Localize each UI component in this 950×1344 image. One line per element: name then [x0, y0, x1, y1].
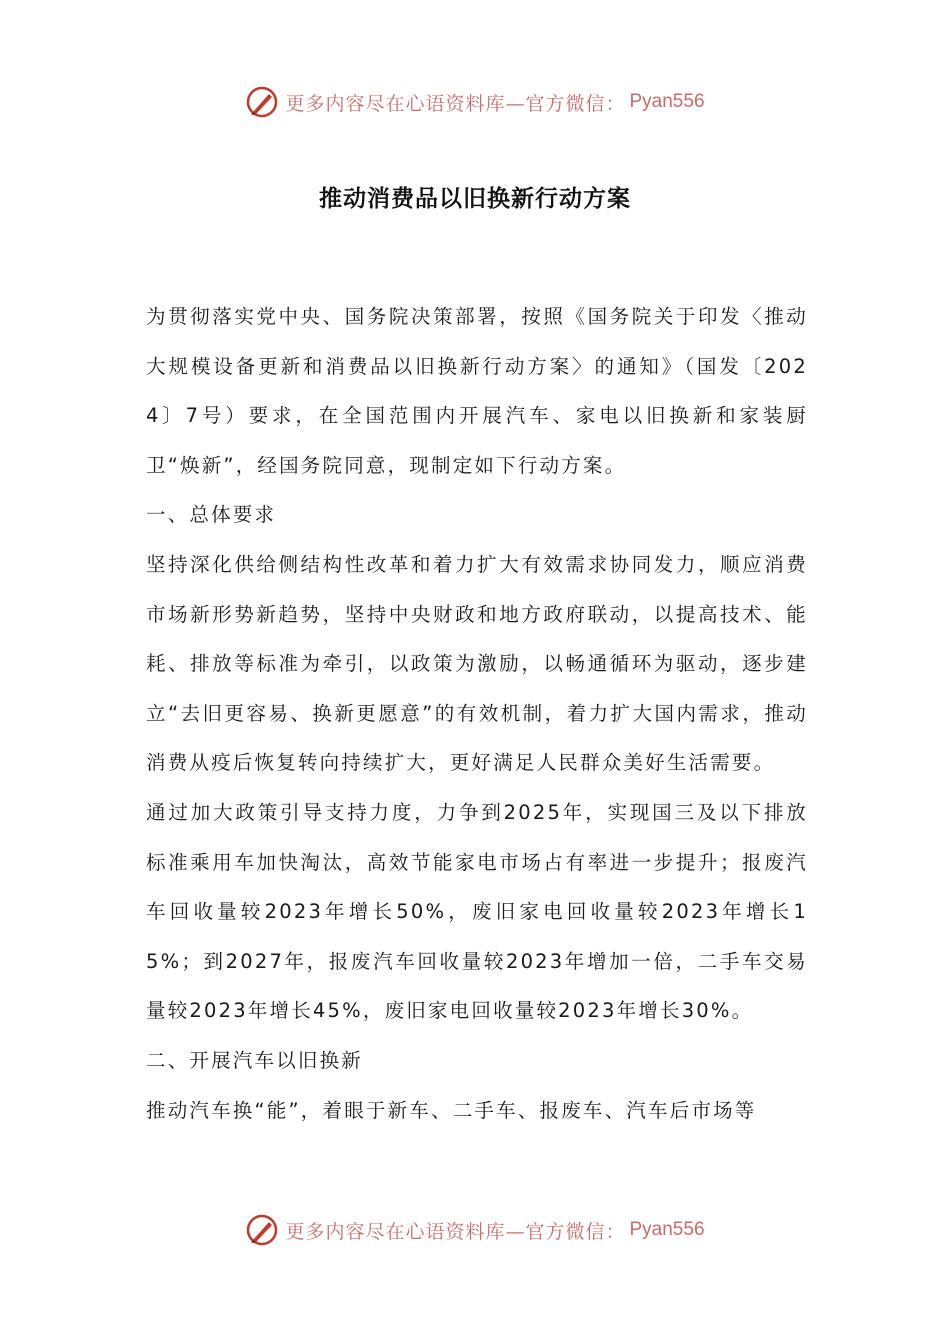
watermark-text: 更多内容尽在心语资料库—官方微信：	[285, 92, 626, 115]
section1-paragraph-1: 坚持深化供给侧结构性改革和着力扩大有效需求协同发力，顺应消费市场新形势新趋势，坚持中央财政和地方政府联动，以提高技术、能耗、排放等标准为牵引，以政策为激励，以畅通循环为驱动，逐步建立“去旧更容易、换新更愿意”的有效机制，着力扩大国内需求，推动消费从疫后恢复转向持续扩大，更好满足人民群众美好生活需要。	[146, 552, 808, 775]
watermark-banner-bottom	[0, 1210, 950, 1250]
document-body	[146, 292, 808, 1135]
wechat-id: Pyan556	[629, 1219, 705, 1240]
section2-paragraph-1: 推动汽车换“能”，着眼于新车、二手车、报废车、汽车后市场等	[146, 1098, 757, 1122]
pen-logo-icon	[245, 1213, 279, 1247]
section-heading-1: 一、总体要求	[146, 503, 277, 527]
watermark-text: 更多内容尽在心语资料库—官方微信：	[285, 1220, 626, 1243]
pen-logo-icon	[245, 85, 279, 119]
section-heading-2: 二、开展汽车以旧换新	[146, 1048, 364, 1072]
watermark-banner-top	[0, 82, 950, 122]
section1-paragraph-2: 通过加大政策引导支持力度，力争到2025年，实现国三及以下排放标准乘用车加快淘汰，高效节能家电市场占有率进一步提升；报废汽车回收量较2023年增长50%，废旧家电回收量较2023年增长15%；到2027年，报废汽车回收量较2023年增加一倍，二手车交易量较2023年增长45%，废旧家电回收量较2023年增长30%。	[146, 800, 808, 1023]
wechat-id: Pyan556	[629, 91, 705, 112]
document-title: 推动消费品以旧换新行动方案	[319, 186, 631, 212]
intro-paragraph: 为贯彻落实党中央、国务院决策部署，按照《国务院关于印发〈推动大规模设备更新和消费品以旧换新行动方案〉的通知》（国发〔2024〕7号）要求，在全国范围内开展汽车、家电以旧换新和家装厨卫“焕新”，经国务院同意，现制定如下行动方案。	[146, 305, 808, 477]
